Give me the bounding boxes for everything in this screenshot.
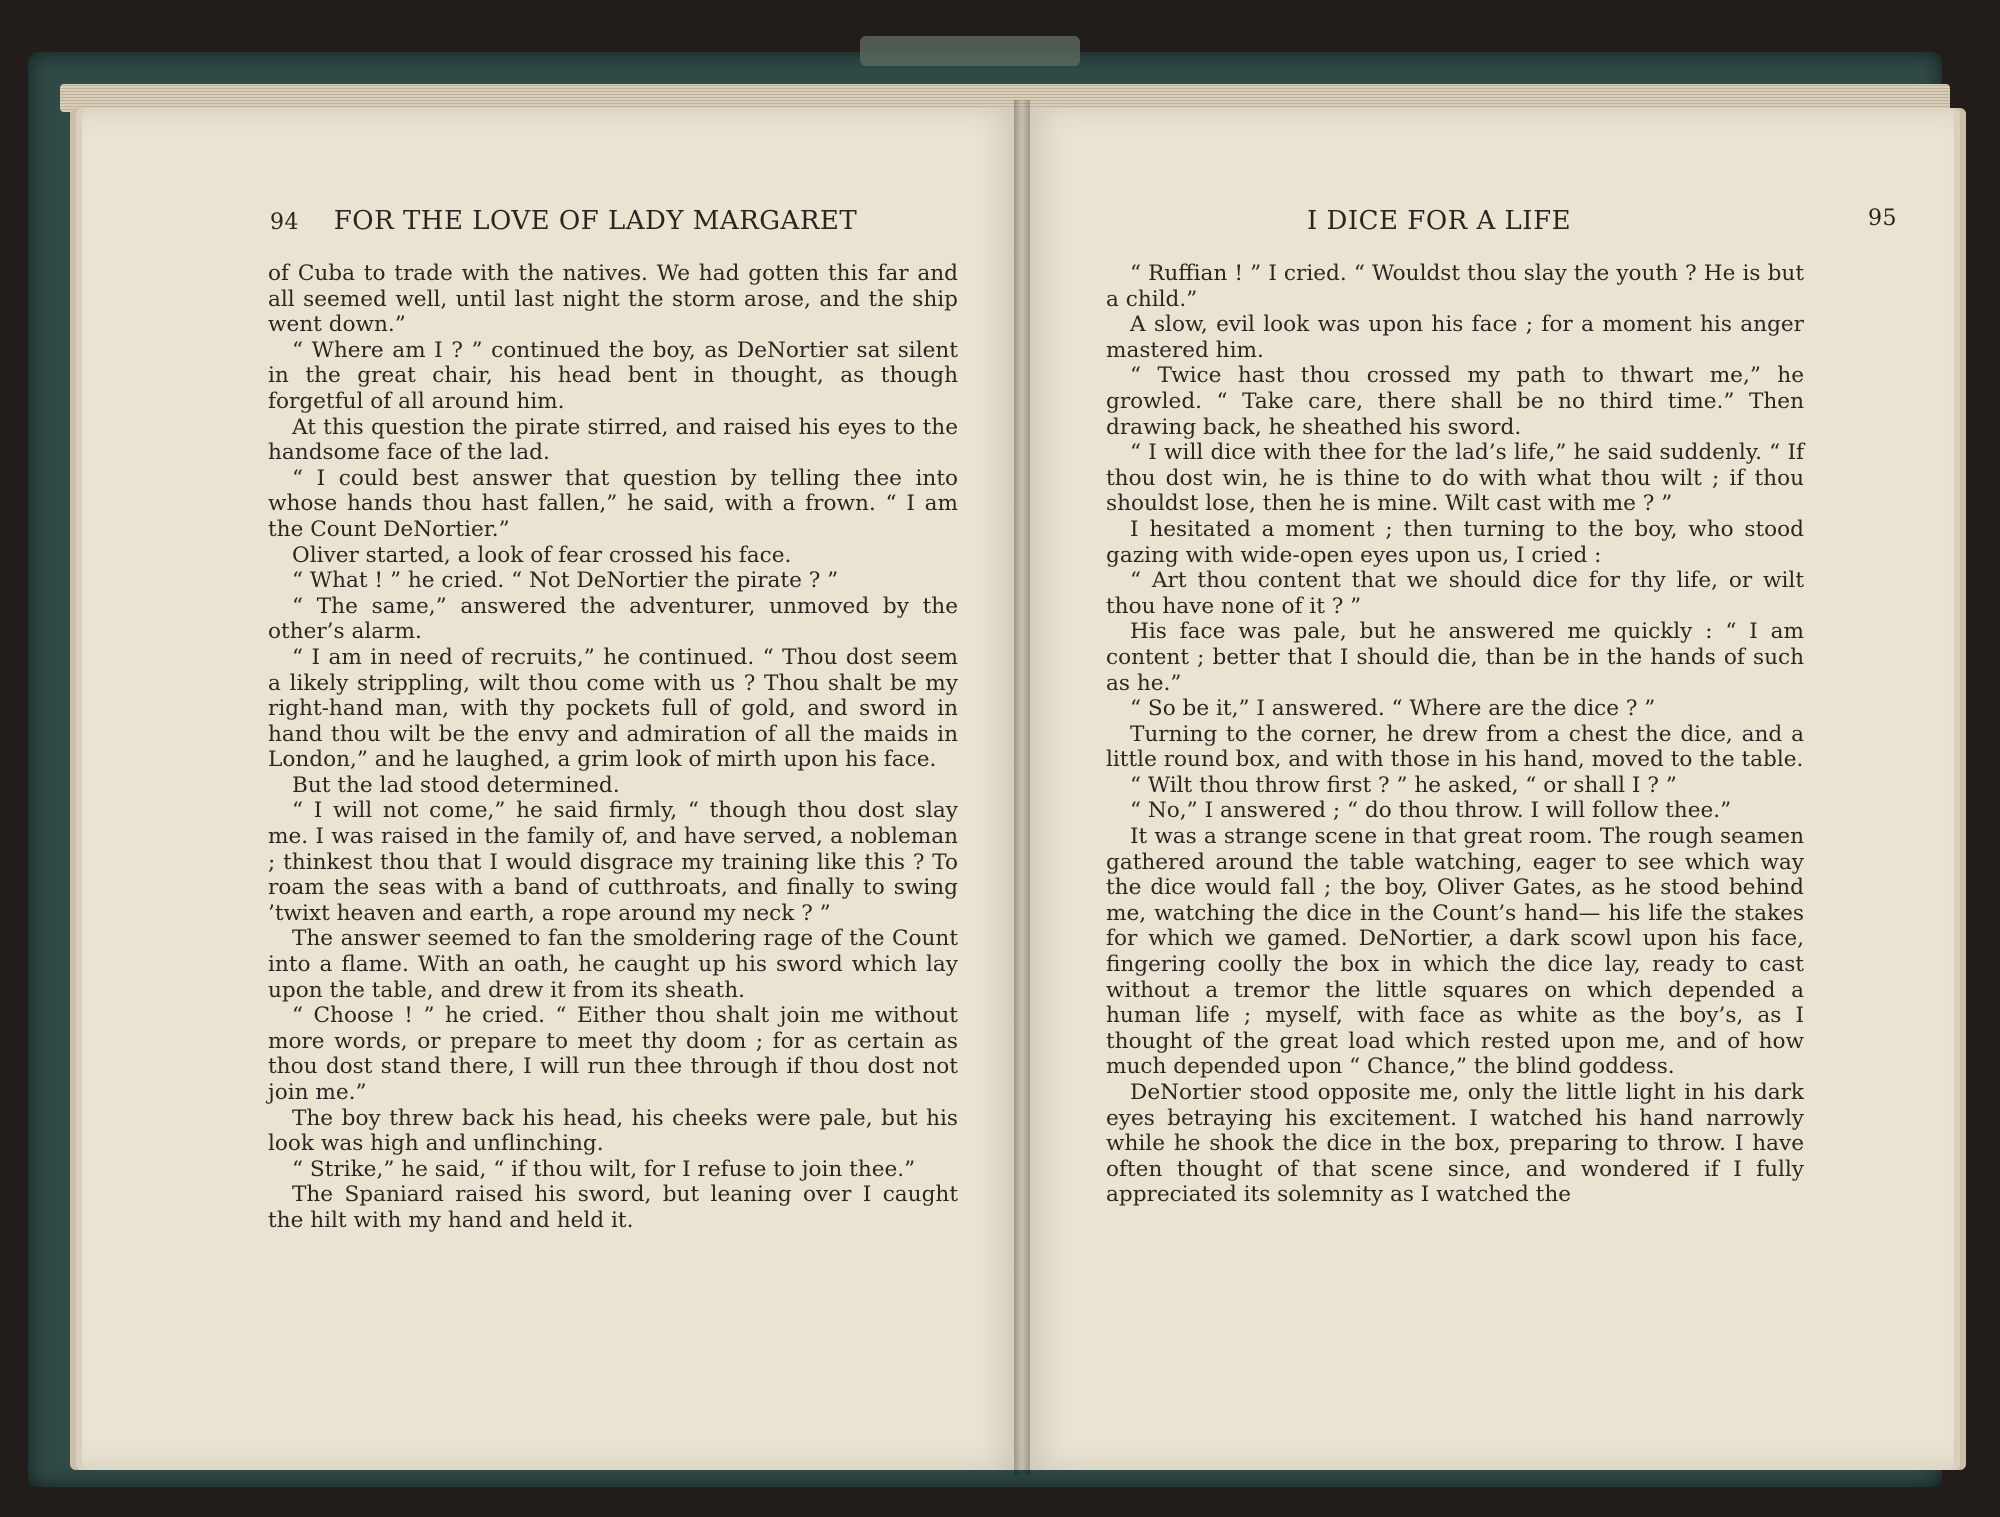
paragraph: “ The same,” answered the adventurer, unmoved by the other’s alarm. — [268, 593, 958, 645]
paragraph: His face was pale, but he answered me quickly : “ I am content ; better that I should die, than be in the hands of such as he.” — [1106, 619, 1804, 696]
left-page-body — [268, 261, 958, 1234]
paragraph: DeNortier stood opposite me, only the little light in his dark eyes betraying his excitement. I watched his hand narrowly while he shook the dice in the box, preparing to throw. I have often thought of that scene since, and wondered if I fully appreciated its solemnity as I watched the — [1106, 1080, 1804, 1208]
paragraph: “ Twice hast thou crossed my path to thwart me,” he growled. “ Take care, there shall be no third time.” Then drawing back, he sheathed his sword. — [1106, 363, 1804, 440]
left-page-title: FOR THE LOVE OF LADY MARGARET — [333, 206, 858, 236]
right-page — [1022, 108, 1954, 1470]
spine-top — [860, 36, 1080, 66]
paragraph: “ So be it,” I answered. “ Where are the dice ? ” — [1130, 696, 1656, 722]
paragraph: “ Strike,” he said, “ if thou wilt, for I refuse to join thee.” — [292, 1156, 916, 1182]
paragraph: I hesitated a moment ; then turning to the boy, who stood gazing with wide-open eyes upon us, I cried : — [1106, 516, 1804, 568]
paragraph: “ Choose ! ” he cried. “ Either thou shalt join me without more words, or prepare to meet thy doom ; for as certain as thou dost stand there, I will run thee through if thou dost not join me.” — [268, 1003, 958, 1105]
paragraph: “ I will dice with thee for the lad’s life,” he said suddenly. “ If thou dost win, he is thine to do with what thou wilt ; if thou shouldst lose, then he is mine. Wilt cast with me ? ” — [1106, 440, 1804, 517]
paragraph: Turning to the corner, he drew from a chest the dice, and a little round box, and with those in his hand, moved to the table. — [1106, 721, 1804, 773]
right-running-head — [1307, 206, 1897, 236]
paragraph: The Spaniard raised his sword, but leaning over I caught the hilt with my hand and held it. — [268, 1182, 958, 1233]
paragraph: of Cuba to trade with the natives. We had gotten this far and all seemed well, until last night the storm arose, and the ship went down.” — [268, 261, 958, 338]
left-running-head — [270, 206, 857, 236]
right-page-body — [1106, 261, 1804, 1208]
paragraph: But the lad stood determined. — [292, 772, 620, 798]
paragraph: The answer seemed to fan the smoldering rage of the Count into a flame. With an oath, he caught up his sword which lay upon the table, and drew it from its sheath. — [268, 926, 958, 1003]
paragraph: “ Where am I ? ” continued the boy, as DeNortier sat silent in the great chair, his head bent in thought, as though forgetful of all around him. — [268, 337, 958, 414]
left-page-number: 94 — [270, 210, 299, 235]
book-gutter — [1014, 100, 1030, 1475]
paragraph: “ Art thou content that we should dice for thy life, or wilt thou have none of it ? ” — [1106, 568, 1804, 619]
left-page — [82, 108, 1022, 1470]
paragraph: “ Ruffian ! ” I cried. “ Wouldst thou slay the youth ? He is but a child.” — [1106, 261, 1804, 312]
paragraph: A slow, evil look was upon his face ; for a moment his anger mastered him. — [1106, 312, 1804, 363]
paragraph: “ I am in need of recruits,” he continued. “ Thou dost seem a likely strippling, wilt thou come with us ? Thou shalt be my right-hand man, with thy pockets full of gold, and sword in hand thou wilt be the envy and admiration of all the maids in London,” and he laughed, a grim look of mirth upon his face. — [268, 644, 958, 773]
paragraph: “ What ! ” he cried. “ Not DeNortier the pirate ? ” — [292, 568, 839, 594]
paragraph: It was a strange scene in that great room. The rough seamen gathered around the table watching, eager to see which way the dice would fall ; the boy, Oliver Gates, as he stood behind me, watching the dice in the Count’s hand— his life the stakes for which we gamed. DeNortier, a dark scowl upon his face, fingering coolly the box in which the dice lay, ready to cast without a tremor the little squares on which depended a human life ; myself, with face as white as the boy’s, as I thought of the great load which rested upon me, and of how much depended upon “ Chance,” the blind goddess. — [1106, 824, 1804, 1080]
paragraph: Oliver started, a look of fear crossed his face. — [292, 542, 792, 568]
paragraph: “ I will not come,” he said firmly, “ though thou dost slay me. I was raised in the family of, and have served, a nobleman ; thinkest thou that I would disgrace my training like this ? To roam the seas with a band of cutthroats, and finally to swing ’twixt heaven and earth, a rope around my neck ? ” — [268, 798, 958, 926]
paragraph: “ No,” I answered ; “ do thou throw. I will follow thee.” — [1130, 798, 1732, 824]
paragraph: “ I could best answer that question by telling thee into whose hands thou hast fallen,” he said, with a frown. “ I am the Count DeNortier.” — [268, 465, 958, 542]
right-page-title: I DICE FOR A LIFE — [1307, 206, 1572, 236]
paragraph: “ Wilt thou throw first ? ” he asked, “ or shall I ? ” — [1130, 772, 1677, 798]
right-page-number: 95 — [1868, 206, 1897, 231]
paragraph: At this question the pirate stirred, and raised his eyes to the handsome face of the lad. — [268, 414, 958, 466]
paragraph: The boy threw back his head, his cheeks were pale, but his look was high and unflinching. — [268, 1105, 958, 1157]
